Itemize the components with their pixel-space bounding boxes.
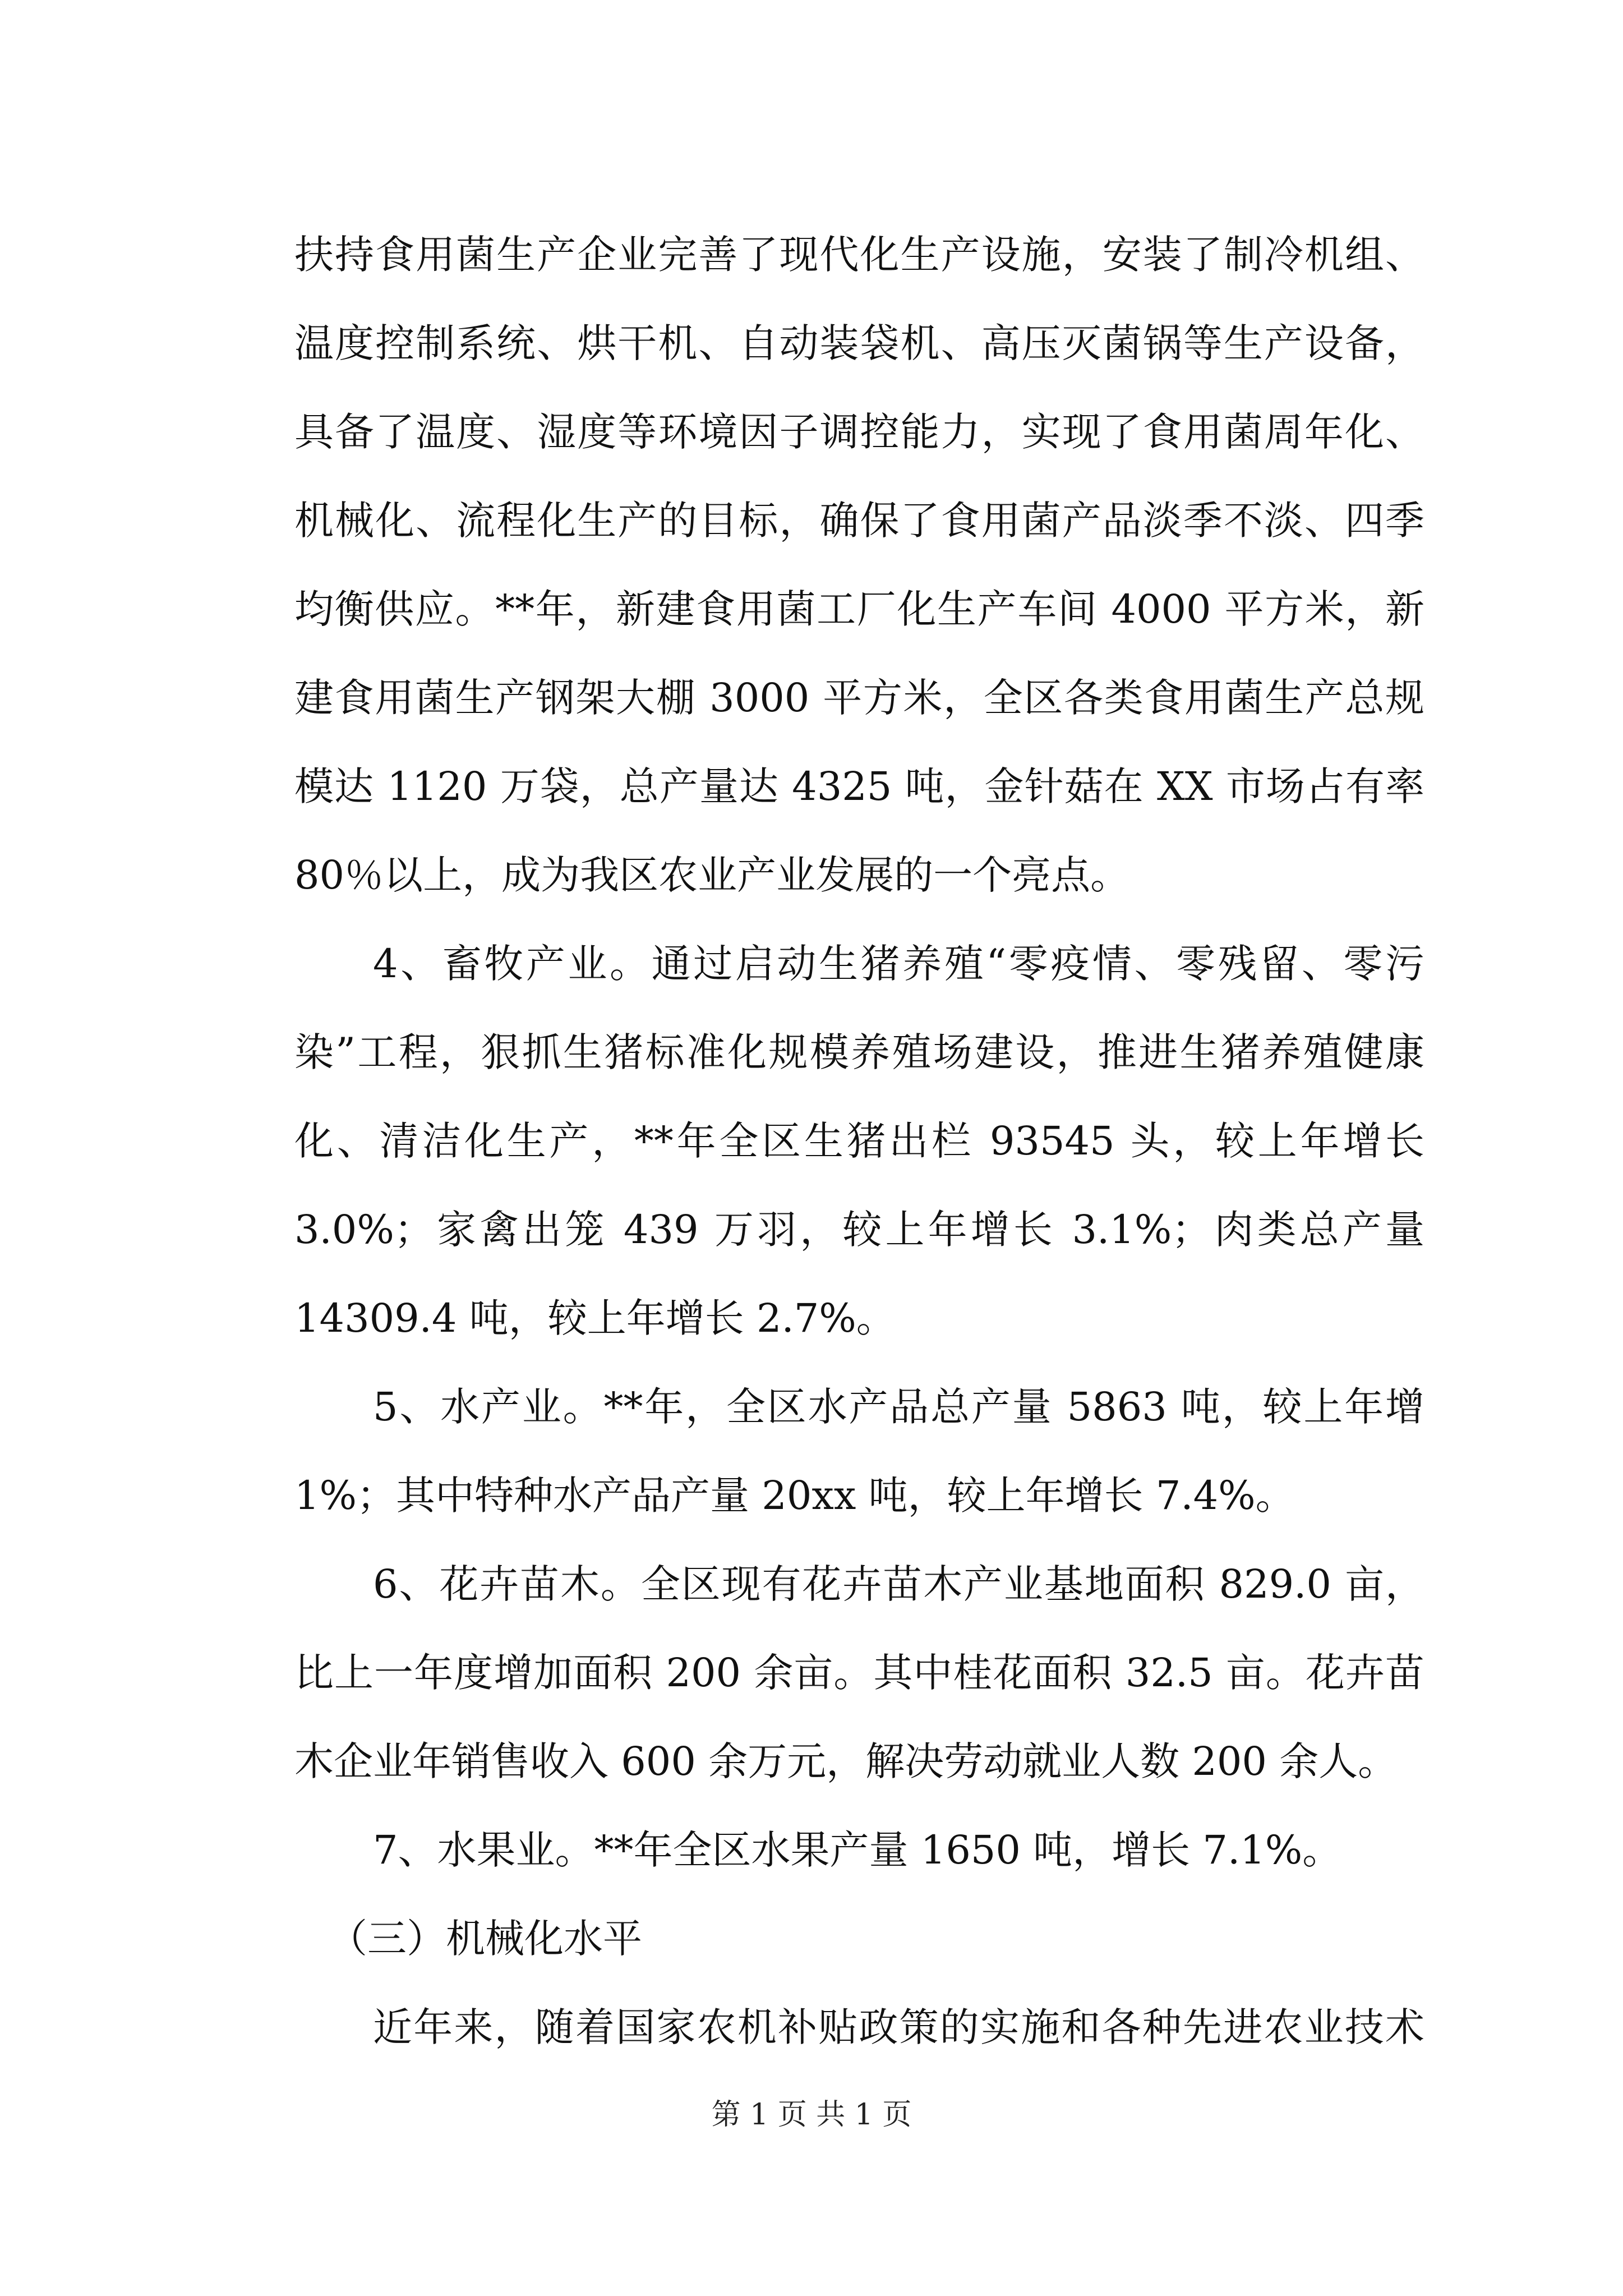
text-line: 比上一年度增加面积 200 余亩。其中桂花面积 32.5 亩。花卉苗 (294, 1650, 1424, 1696)
text-line: 温度控制系统、烘干机、自动装袋机、高压灭菌锅等生产设备， (294, 320, 1424, 366)
section-heading: （三）机械化水平 (328, 1916, 642, 1962)
text-line: 1%；其中特种水产品产量 20xx 吨，较上年增长 7.4%。 (294, 1473, 1295, 1519)
text-line: 6、花卉苗木。全区现有花卉苗木产业基地面积 829.0 亩， (373, 1561, 1424, 1607)
text-line: 3.0%；家禽出笼 439 万羽，较上年增长 3.1%；肉类总产量 (294, 1207, 1424, 1253)
text-line: 机械化、流程化生产的目标，确保了食用菌产品淡季不淡、四季 (294, 498, 1424, 544)
text-line: 7、水果业。**年全区水果产量 1650 吨，增长 7.1%。 (373, 1827, 1342, 1873)
document-body (294, 210, 1424, 2072)
text-line: 均衡供应。**年，新建食用菌工厂化生产车间 4000 平方米，新 (294, 586, 1424, 632)
text-line: 模达 1120 万袋，总产量达 4325 吨，金针菇在 XX 市场占有率 (294, 763, 1424, 809)
page-footer: 第 1 页 共 1 页 (711, 2098, 912, 2132)
text-line: 化、清洁化生产，**年全区生猪出栏 93545 头，较上年增长 (294, 1118, 1424, 1164)
text-line: 5、水产业。**年，全区水产品总产量 5863 吨，较上年增 (373, 1384, 1424, 1430)
text-line: 80％以上，成为我区农业产业发展的一个亮点。 (294, 852, 1130, 898)
text-line: 14309.4 吨，较上年增长 2.7%。 (294, 1295, 896, 1341)
text-line: 染”工程，狠抓生猪标准化规模养殖场建设，推进生猪养殖健康 (294, 1029, 1424, 1075)
text-line: 4、畜牧产业。通过启动生猪养殖“零疫情、零残留、零污 (373, 941, 1424, 987)
text-line: 扶持食用菌生产企业完善了现代化生产设施，安装了制冷机组、 (294, 232, 1424, 278)
text-line: 具备了温度、湿度等环境因子调控能力，实现了食用菌周年化、 (294, 409, 1424, 455)
text-line: 近年来，随着国家农机补贴政策的实施和各种先进农业技术 (373, 2004, 1424, 2050)
text-line: 木企业年销售收入 600 余万元，解决劳动就业人数 200 余人。 (294, 1738, 1398, 1784)
text-line: 建食用菌生产钢架大棚 3000 平方米，全区各类食用菌生产总规 (294, 675, 1424, 721)
